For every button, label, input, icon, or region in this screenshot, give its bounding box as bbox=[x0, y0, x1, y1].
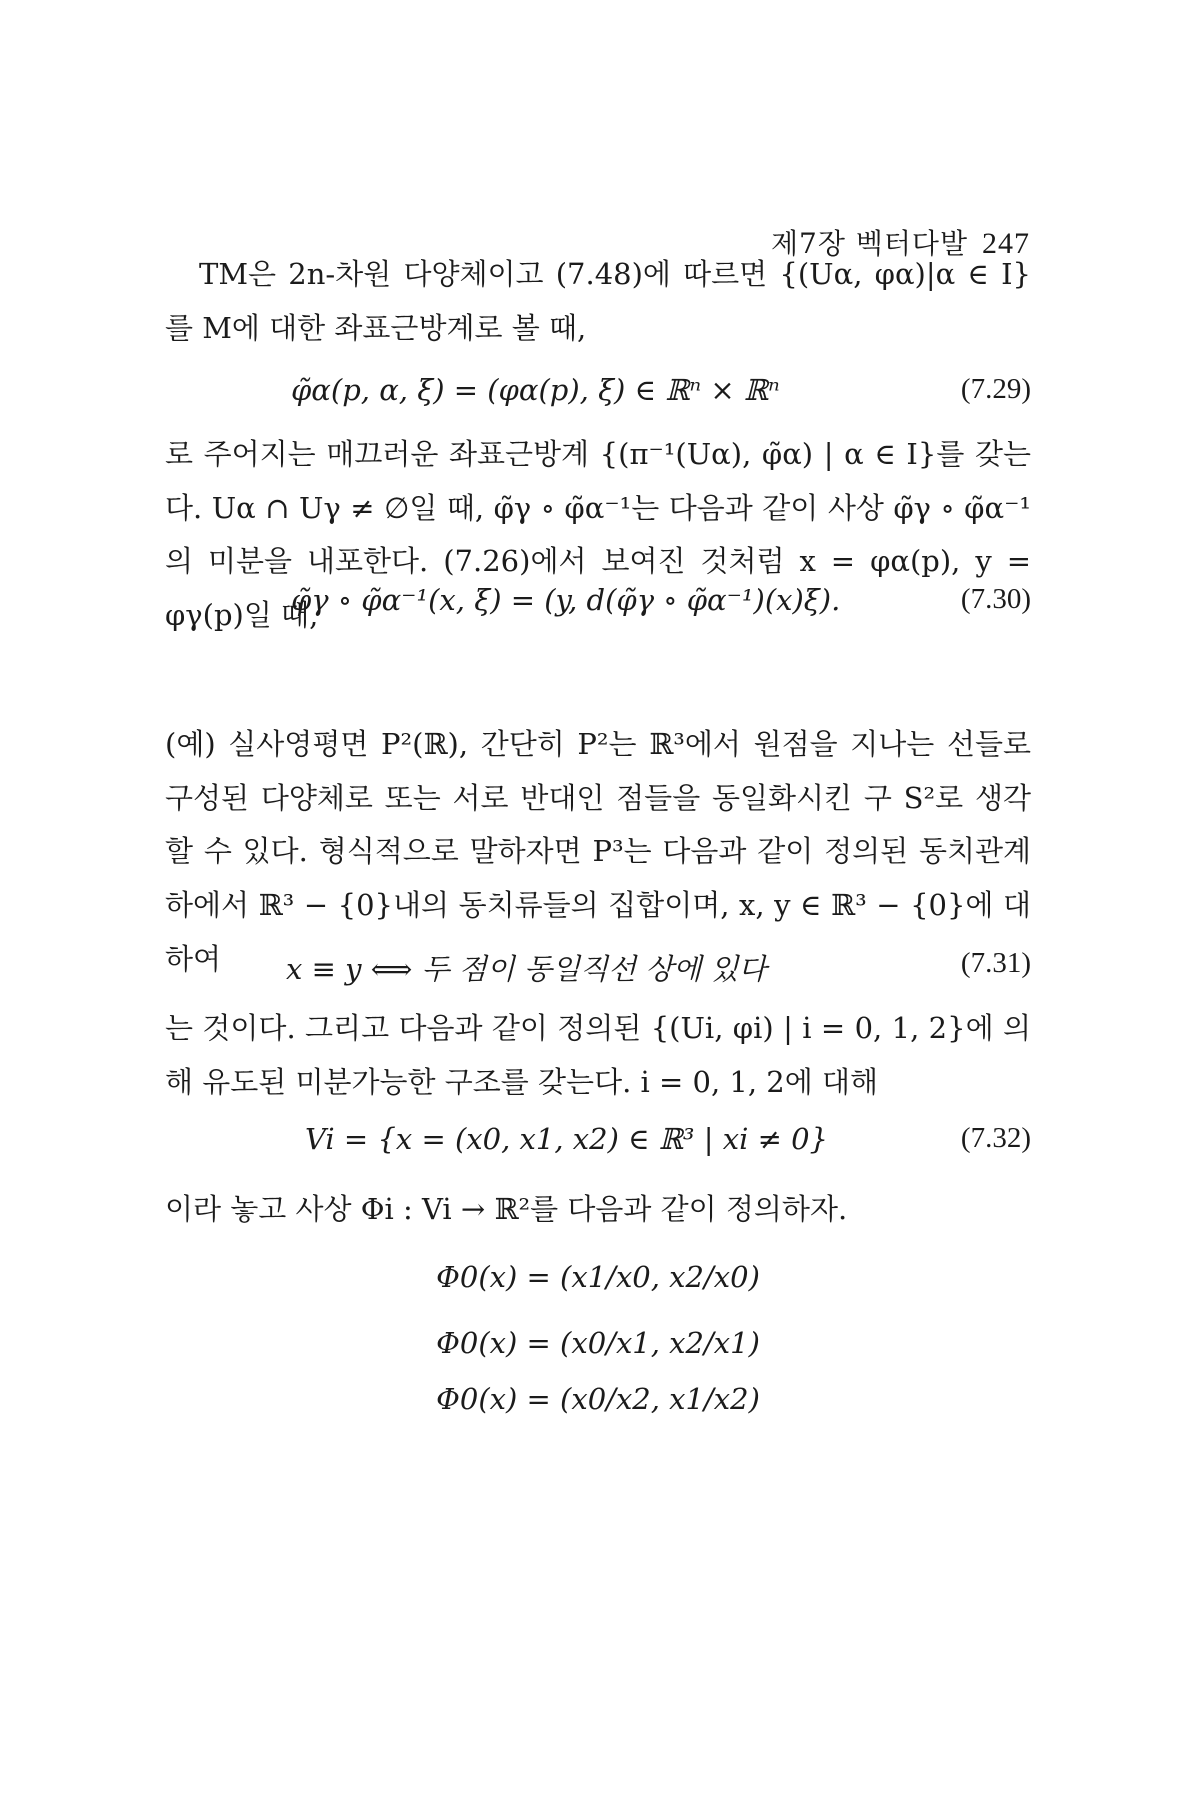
phi-0-expr: Φ0(x) = (x1/x0, x2/x0) bbox=[436, 1260, 760, 1294]
equation-7-29 bbox=[165, 373, 1031, 417]
equation-7-30-number: (7.30) bbox=[960, 583, 1031, 615]
paragraph-2: 로 주어지는 매끄러운 좌표근방계 {(π⁻¹(Uα), φ̃α) | α ∈ I}를 갖는다. Uα ∩ Uγ ≠ ∅일 때, φ̃γ ∘ φ̃α⁻¹는 다음과 같이 사상 φ̃γ ∘ φ̃α⁻¹의 미분을 내포한다. (7.26)에서 보여진 것처럼 x = φα(p), y = φγ(p)일 때, bbox=[165, 437, 1031, 632]
page-number: 247 bbox=[982, 227, 1030, 260]
paragraph-example: (예) 실사영평면 P²(ℝ), 간단히 P²는 ℝ³에서 원점을 지나는 선들로 구성된 다양체로 또는 서로 반대인 점들을 동일화시킨 구 S²로 생각할 수 있다. 형식적으로 말하자면 P³는 다음과 같이 정의된 동치관계하에서 ℝ³ − {0}내의 동치류들의 집합이며, x, y ∈ ℝ³ − {0}에 대하여 bbox=[165, 727, 1031, 976]
phi-1-expr: Φ0(x) = (x0/x1, x2/x1) bbox=[436, 1326, 760, 1360]
equation-7-31 bbox=[165, 947, 1031, 991]
equation-7-29-expr: φ̃α(p, α, ξ) = (φα(p), ξ) ∈ ℝⁿ × ℝⁿ bbox=[291, 373, 780, 407]
phi-1-definition bbox=[165, 1326, 1031, 1370]
equation-7-32-expr: Vi = {x = (x0, x1, x2) ∈ ℝ³ | xi ≠ 0} bbox=[305, 1122, 829, 1156]
paragraph-4: 는 것이다. 그리고 다음과 같이 정의된 {(Ui, φi) | i = 0, 1, 2}에 의해 유도된 미분가능한 구조를 갖는다. i = 0, 1, 2에 대해 bbox=[165, 1011, 1031, 1099]
equation-7-29-number: (7.29) bbox=[960, 373, 1031, 405]
phi-0-definition bbox=[165, 1260, 1031, 1304]
equation-7-32 bbox=[165, 1122, 1031, 1166]
equation-7-30 bbox=[165, 583, 1031, 627]
phi-2-definition bbox=[165, 1382, 1031, 1426]
equation-7-31-expr: x ≡ y ⟺ 두 점이 동일직선 상에 있다 bbox=[286, 952, 767, 986]
equation-7-30-expr: φ̃γ ∘ φ̃α⁻¹(x, ξ) = (y, d(φ̃γ ∘ φ̃α⁻¹)(x)ξ). bbox=[291, 583, 841, 617]
equation-7-31-number: (7.31) bbox=[960, 947, 1031, 979]
phi-2-expr: Φ0(x) = (x0/x2, x1/x2) bbox=[436, 1382, 760, 1416]
paragraph-5: 이라 놓고 사상 Φi : Vi → ℝ²를 다음과 같이 정의하자. bbox=[165, 1192, 848, 1226]
paragraph-1: TM은 2n-차원 다양체이고 (7.48)에 따르면 {(Uα, φα)|α ∈ I}를 M에 대한 좌표근방계로 볼 때, bbox=[165, 257, 1031, 345]
equation-7-32-number: (7.32) bbox=[960, 1122, 1031, 1154]
chapter-title: 제7장 벡터다발 bbox=[770, 227, 968, 260]
